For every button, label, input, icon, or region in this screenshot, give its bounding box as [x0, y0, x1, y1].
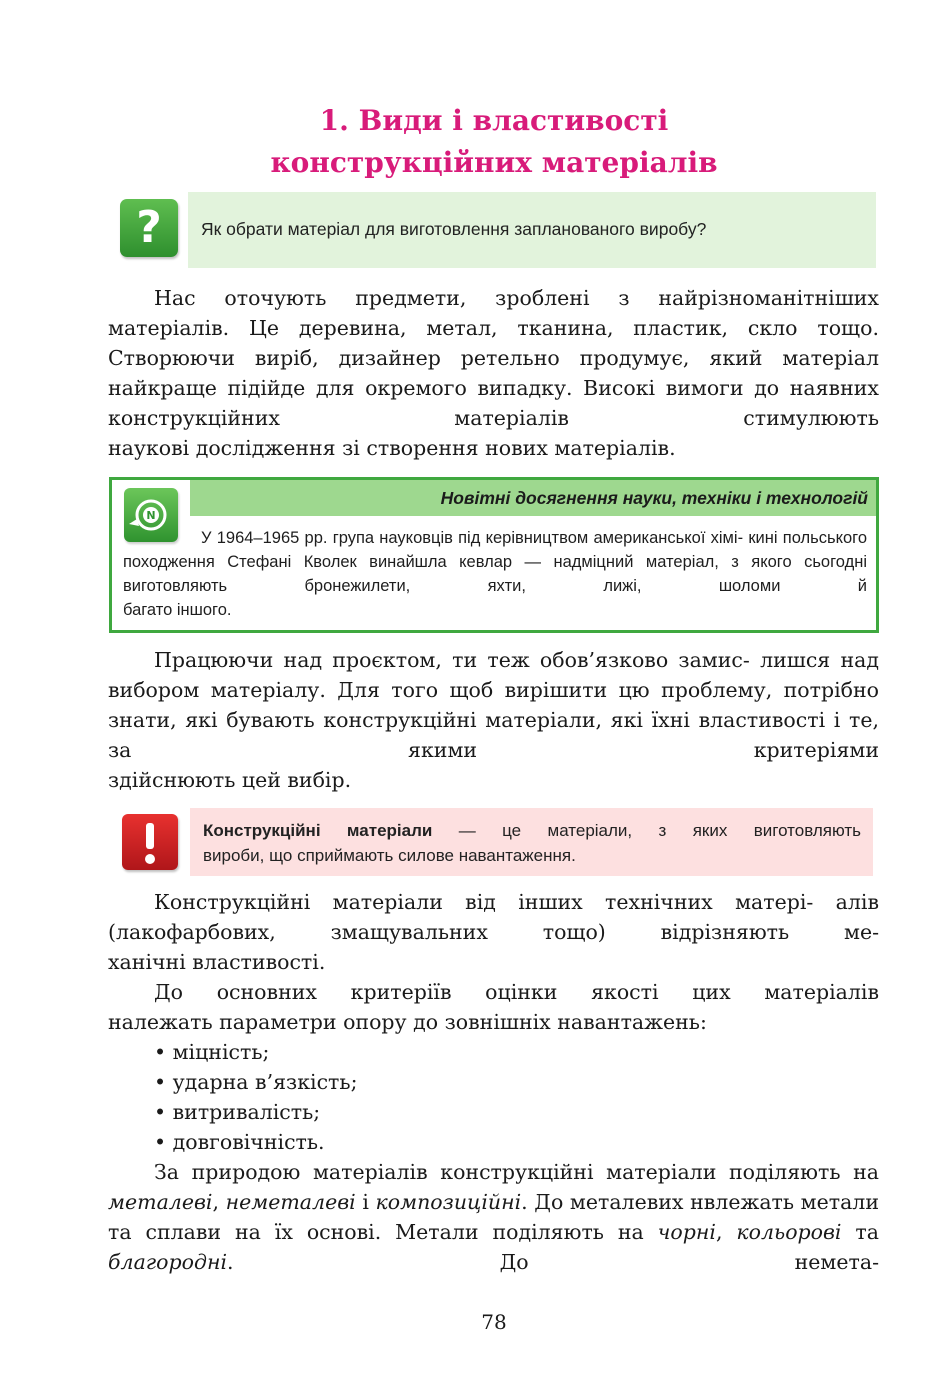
- definition-text: — це матеріали, з яких виготовляють: [432, 821, 862, 840]
- question-box: [188, 192, 876, 268]
- definition-term: Конструкційні матеріали: [203, 821, 433, 840]
- intro-paragraph: [108, 283, 879, 463]
- science-news-text: У 1964–1965 рр. група науковців під керівництвом американської хімі- кині польського походження Стефані Кволек винайшла кевлар — надміцний матеріал, з якого сьогодні виготовляють бронежилети, яхти, лижі, шоломи й багато іншого.: [123, 529, 867, 619]
- mechanical-paragraph: Конструкційні матеріали від інших технічних матері- алів (лакофарбових, змащувальних тощо) відрізняють ме- ханічні властивості. До основних критеріїв оцінки якості цих матеріалів належать параметри опору до зовнішніх навантажень: • міцність; • ударна в’язкість; • витривалість; • довговічність. За природою матеріалів конструкційні матеріали поділяють на металеві, неметалеві і композиційні. До металевих нвлежать метали та сплави на їх основі. Метали поділяють на чорні, кольорові та благородні. До немета-: [108, 887, 879, 1277]
- section-title: [108, 100, 880, 184]
- definition-box: [190, 808, 873, 876]
- intro-line-4: матеріал найкраще підійде для окремого випадку. Високі: [108, 346, 879, 400]
- intro-line-6: наукові дослідження зі створення нових матеріалів.: [108, 436, 676, 460]
- page-number: 78: [481, 1310, 507, 1334]
- criteria-list: [108, 1037, 879, 1157]
- science-news-box: [109, 477, 879, 633]
- intro-line-2: матеріалів. Це деревина, метал, тканина, пластик, скло: [108, 316, 798, 340]
- list-item: • ударна в’язкість;: [154, 1067, 879, 1097]
- project-paragraph: Працюючи над проєктом, ти теж обов’язково замис- лишся над вибором матеріалу. Для того щоб вирішити цю проблему, потрібно знати, які бувають конструкційні матеріали, які їхні властивості і те, за якими критеріями здійснюють цей вибір.: [108, 648, 879, 792]
- intro-line-3: тощо. Створюючи виріб, дизайнер ретельно продумує, який: [108, 316, 879, 370]
- section-title-line-1: 1. Види і властивості: [319, 104, 669, 137]
- intro-line-5: вимоги до наявних конструкційних матеріалів стимулюють: [108, 376, 879, 430]
- classification-paragraph: За природою матеріалів конструкційні матеріали поділяють на металеві, неметалеві і композиційні. До металевих нвлежать метали та сплави на їх основі. Метали поділяють на чорні, кольорові та благородні. До немета-: [108, 1160, 879, 1274]
- list-item: • міцність;: [154, 1037, 879, 1067]
- list-item: • витривалість;: [154, 1097, 879, 1127]
- exclamation-icon: [122, 814, 178, 870]
- list-item: • довговічність.: [154, 1127, 879, 1157]
- question-text: Як обрати матеріал для виготовлення запланованого виробу?: [201, 219, 707, 239]
- intro-line-1: Нас оточують предмети, зроблені з найрізноманітніших: [154, 286, 879, 310]
- question-mark-icon: ?: [120, 199, 178, 257]
- criteria-paragraph: До основних критеріїв оцінки якості цих матеріалів: [154, 980, 879, 1004]
- definition-text-line-2: вироби, що сприймають силове навантаження.: [203, 846, 576, 865]
- svg-text:N: N: [146, 509, 156, 522]
- section-title-line-2: конструкційних матеріалів: [270, 146, 718, 179]
- science-news-heading: Новітні досягнення науки, техніки і технологій: [190, 480, 876, 516]
